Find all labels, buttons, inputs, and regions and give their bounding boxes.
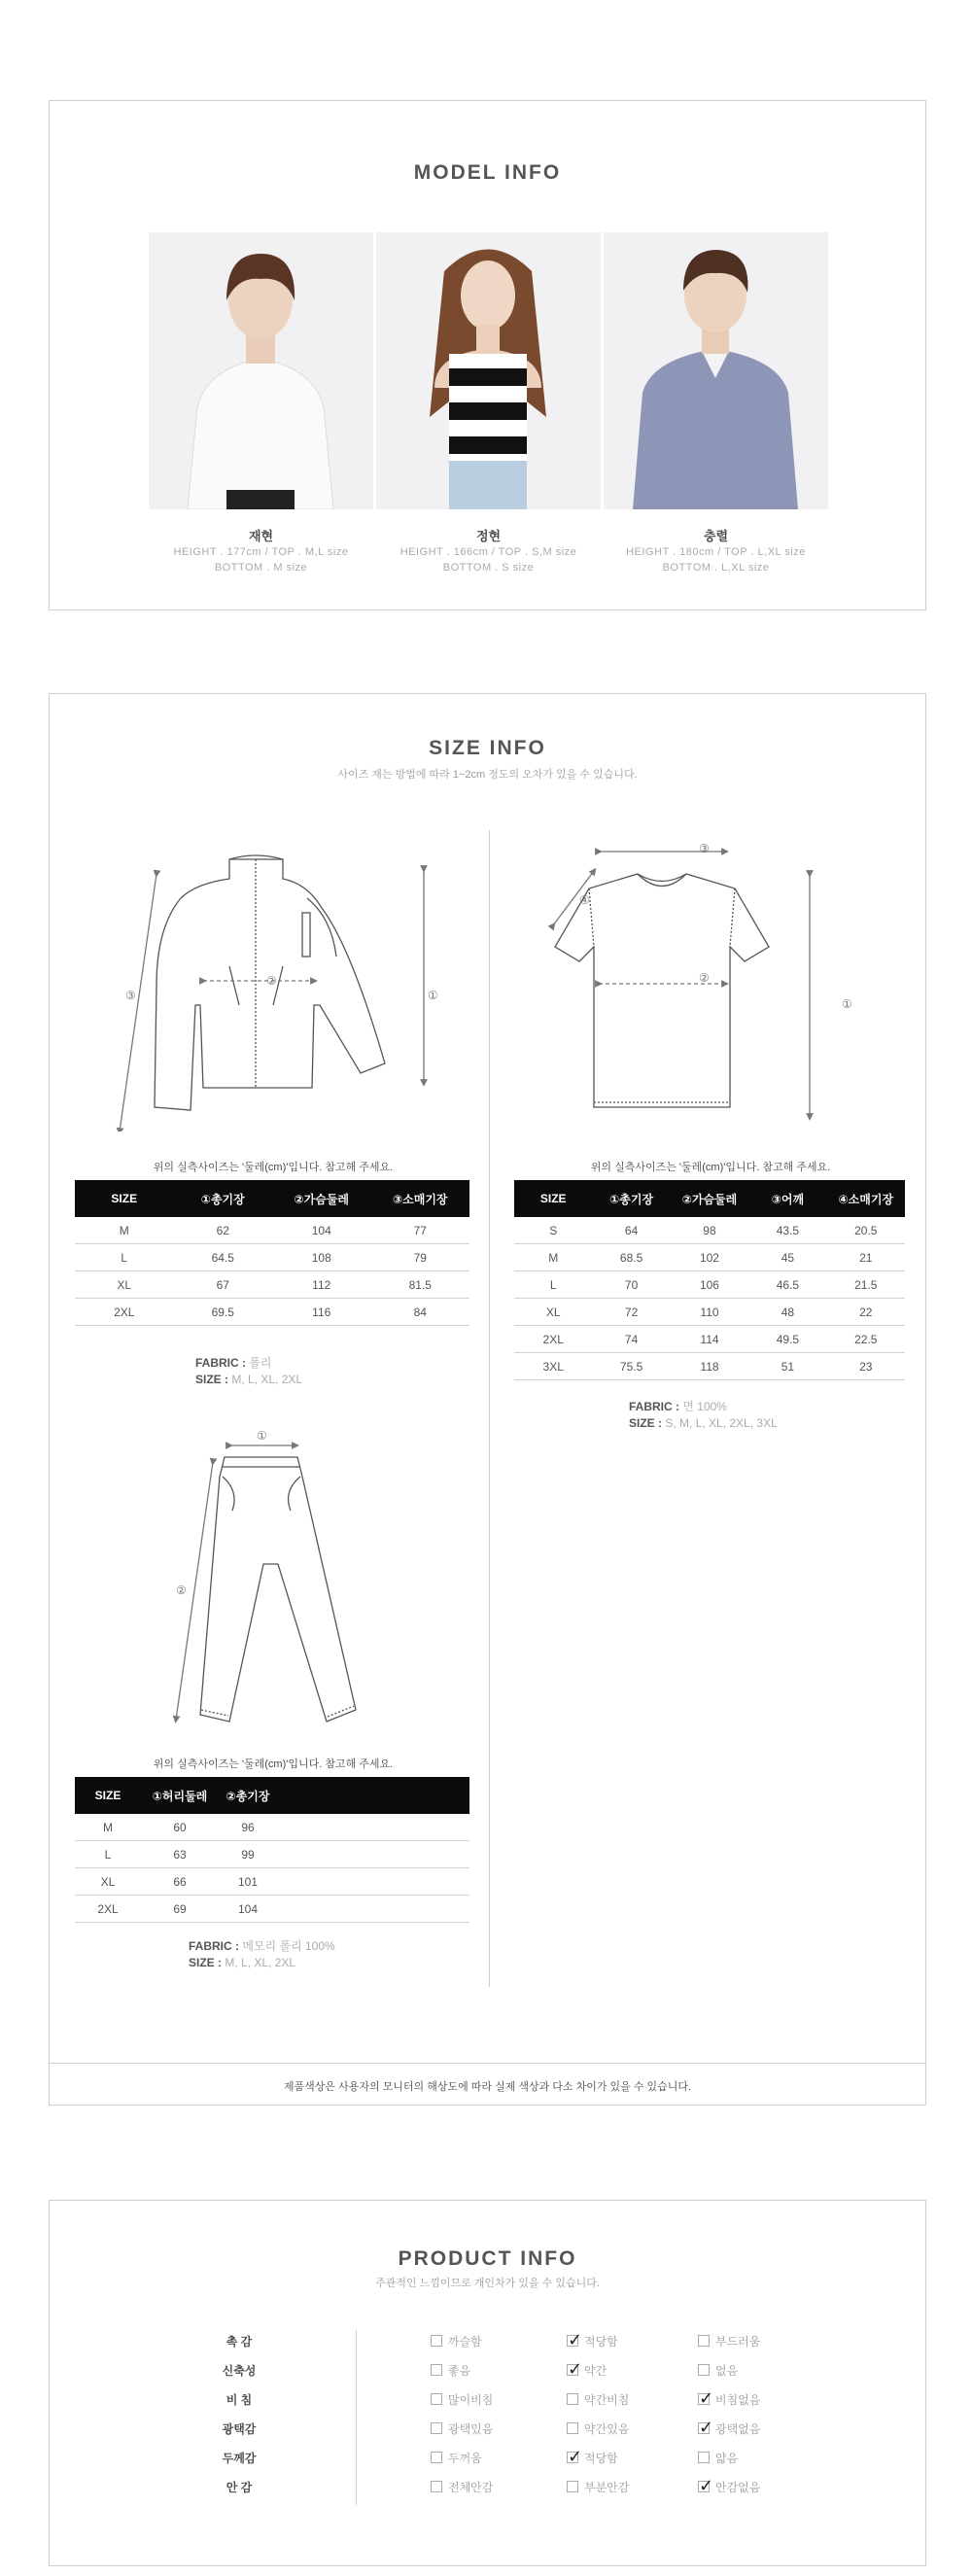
product-info-option: 전체안감 bbox=[448, 2481, 494, 2494]
table-cell: 66 bbox=[141, 1868, 219, 1896]
table-cell: 116 bbox=[272, 1299, 371, 1326]
table-cell: XL bbox=[75, 1868, 141, 1896]
table-cell: 45 bbox=[748, 1244, 826, 1271]
checkbox[interactable] bbox=[431, 2393, 442, 2405]
column-divider bbox=[489, 830, 490, 1987]
size-value: M, L, XL, 2XL bbox=[225, 1956, 296, 1969]
size-label: SIZE : bbox=[195, 1373, 229, 1386]
checkbox[interactable] bbox=[431, 2364, 442, 2376]
table-header: ①총기장 bbox=[174, 1180, 273, 1217]
checkbox[interactable] bbox=[698, 2335, 710, 2347]
model-spec-3-line1: HEIGHT . 180cm / TOP . L,XL size bbox=[626, 546, 806, 558]
table-header: ②가슴둘레 bbox=[671, 1180, 748, 1217]
jacket-marker-1: ① bbox=[428, 989, 438, 1002]
product-info-label: 안 감 bbox=[226, 2481, 253, 2494]
table-cell: 108 bbox=[272, 1244, 371, 1271]
table-cell: 20.5 bbox=[827, 1217, 905, 1244]
pants-size-table bbox=[75, 1777, 469, 1923]
product-info-option: 적당함 bbox=[584, 2335, 618, 2349]
product-info-label: 비 침 bbox=[226, 2393, 253, 2407]
product-info-option: 약간비침 bbox=[584, 2393, 630, 2407]
jacket-diagram bbox=[98, 840, 468, 1131]
table-row bbox=[514, 1353, 905, 1380]
table-cell: 114 bbox=[671, 1326, 748, 1353]
table-cell: 75.5 bbox=[592, 1353, 670, 1380]
table-cell: M bbox=[75, 1814, 141, 1841]
table-cell: 63 bbox=[141, 1841, 219, 1868]
table-cell: 48 bbox=[748, 1299, 826, 1326]
table-header: SIZE bbox=[75, 1777, 141, 1814]
table-cell: 69 bbox=[141, 1896, 219, 1923]
checkbox[interactable] bbox=[431, 2422, 442, 2434]
table-cell: 106 bbox=[671, 1271, 748, 1299]
checkbox[interactable] bbox=[431, 2481, 442, 2492]
table-cell: 3XL bbox=[514, 1353, 592, 1380]
checkbox[interactable] bbox=[567, 2393, 578, 2405]
product-info-label: 신축성 bbox=[222, 2364, 257, 2378]
table-header: ②가슴둘레 bbox=[272, 1180, 371, 1217]
size-info-footer-divider bbox=[50, 2063, 925, 2064]
size-info-title: SIZE INFO bbox=[429, 737, 546, 759]
table-cell bbox=[277, 1868, 469, 1896]
jacket-marker-3: ③ bbox=[125, 989, 136, 1002]
product-info-option: 부드러움 bbox=[715, 2335, 761, 2349]
checkbox[interactable] bbox=[698, 2452, 710, 2463]
model-photo-3 bbox=[604, 232, 828, 509]
product-info-label: 촉 감 bbox=[226, 2335, 253, 2349]
pants-fabric-info bbox=[189, 1938, 335, 1971]
product-info-option: 안감없음 bbox=[715, 2481, 761, 2494]
checkbox[interactable] bbox=[567, 2481, 578, 2492]
table-cell: 2XL bbox=[75, 1896, 141, 1923]
table-cell: 67 bbox=[174, 1271, 273, 1299]
model-spec-3 bbox=[604, 544, 828, 575]
tshirt-marker-2: ② bbox=[699, 971, 710, 985]
tshirt-marker-4: ④ bbox=[579, 893, 590, 907]
table-header-row bbox=[75, 1180, 469, 1217]
table-cell: 112 bbox=[272, 1271, 371, 1299]
table-cell: 118 bbox=[671, 1353, 748, 1380]
table-header: ①허리둘레 bbox=[141, 1777, 219, 1814]
table-cell: 2XL bbox=[514, 1326, 592, 1353]
table-row bbox=[75, 1217, 469, 1244]
fabric-label: FABRIC : bbox=[629, 1400, 679, 1413]
table-cell: 23 bbox=[827, 1353, 905, 1380]
table-cell: 110 bbox=[671, 1299, 748, 1326]
model-spec-2 bbox=[376, 544, 601, 575]
product-info-option: 부분안감 bbox=[584, 2481, 630, 2494]
table-row bbox=[75, 1896, 469, 1923]
table-header-row bbox=[514, 1180, 905, 1217]
table-cell: 21 bbox=[827, 1244, 905, 1271]
model-spec-2-line2: BOTTOM . S size bbox=[442, 562, 535, 574]
model-spec-3-line2: BOTTOM . L,XL size bbox=[662, 562, 770, 574]
table-cell bbox=[277, 1896, 469, 1923]
product-info-title: PRODUCT INFO bbox=[398, 2247, 577, 2270]
table-cell: 96 bbox=[219, 1814, 277, 1841]
table-cell: 62 bbox=[174, 1217, 273, 1244]
table-row bbox=[514, 1271, 905, 1299]
table-cell: 79 bbox=[371, 1244, 470, 1271]
table-cell: 104 bbox=[272, 1217, 371, 1244]
table-header: ③소매기장 bbox=[371, 1180, 470, 1217]
table-cell: 84 bbox=[371, 1299, 470, 1326]
checkmark-icon: ✓ bbox=[699, 2418, 714, 2437]
model-photo-2-image bbox=[376, 232, 601, 509]
model-spec-1-line1: HEIGHT . 177cm / TOP . M,L size bbox=[173, 546, 349, 558]
table-cell: 21.5 bbox=[827, 1271, 905, 1299]
fabric-value: 면 100% bbox=[682, 1400, 727, 1413]
table-header: ②총기장 bbox=[219, 1777, 277, 1814]
product-info-label: 두께감 bbox=[222, 2452, 257, 2465]
table-cell: 69.5 bbox=[174, 1299, 273, 1326]
product-info-option: 얇음 bbox=[715, 2452, 739, 2465]
table-header-row bbox=[75, 1777, 469, 1814]
table-header: ③어깨 bbox=[748, 1180, 826, 1217]
table-cell: 72 bbox=[592, 1299, 670, 1326]
table-cell: 2XL bbox=[75, 1299, 174, 1326]
fabric-label: FABRIC : bbox=[189, 1939, 239, 1953]
checkmark-icon: ✓ bbox=[568, 2330, 583, 2350]
fabric-value: 메모리 폴리 100% bbox=[242, 1939, 335, 1953]
product-info-option: 까슬함 bbox=[448, 2335, 482, 2349]
table-cell: 102 bbox=[671, 1244, 748, 1271]
checkbox[interactable] bbox=[431, 2452, 442, 2463]
checkmark-icon: ✓ bbox=[568, 2359, 583, 2379]
table-cell: L bbox=[75, 1841, 141, 1868]
table-cell: 51 bbox=[748, 1353, 826, 1380]
table-cell: L bbox=[75, 1244, 174, 1271]
table-row bbox=[75, 1814, 469, 1841]
checkmark-icon: ✓ bbox=[699, 2476, 714, 2495]
table-cell bbox=[277, 1814, 469, 1841]
model-name-2: 정현 bbox=[475, 529, 502, 543]
table-cell: 43.5 bbox=[748, 1217, 826, 1244]
table-cell: 22.5 bbox=[827, 1326, 905, 1353]
model-photo-1 bbox=[149, 232, 373, 509]
size-value: S, M, L, XL, 2XL, 3XL bbox=[665, 1416, 778, 1430]
pants-marker-1: ① bbox=[257, 1429, 267, 1443]
table-cell: 60 bbox=[141, 1814, 219, 1841]
product-info-option: 광택없음 bbox=[715, 2422, 761, 2436]
model-info-section bbox=[49, 100, 926, 610]
product-info-option: 적당함 bbox=[584, 2452, 618, 2465]
table-header bbox=[277, 1777, 469, 1814]
table-cell: XL bbox=[75, 1271, 174, 1299]
model-spec-1 bbox=[149, 544, 373, 575]
product-info-option: 약간 bbox=[584, 2364, 608, 2378]
fabric-value: 폴리 bbox=[249, 1356, 272, 1370]
model-spec-1-line2: BOTTOM . M size bbox=[214, 562, 308, 574]
tshirt-diagram bbox=[526, 840, 915, 1122]
size-info-footer: 제품색상은 사용자의 모니터의 해상도에 따라 실제 색상과 다소 차이가 있을 수 있습니다. bbox=[283, 2081, 692, 2093]
table-cell bbox=[277, 1841, 469, 1868]
checkbox[interactable] bbox=[698, 2364, 710, 2376]
model-name-1: 재현 bbox=[248, 529, 274, 543]
table-cell: 64 bbox=[592, 1217, 670, 1244]
product-info-option: 없음 bbox=[715, 2364, 739, 2378]
model-name-3: 충렬 bbox=[703, 529, 729, 543]
fabric-label: FABRIC : bbox=[195, 1356, 246, 1370]
tshirt-size-table bbox=[514, 1180, 905, 1380]
checkbox[interactable] bbox=[431, 2335, 442, 2347]
table-cell: L bbox=[514, 1271, 592, 1299]
table-cell: 74 bbox=[592, 1326, 670, 1353]
model-info-title: MODEL INFO bbox=[413, 161, 562, 184]
product-info-option: 약간있음 bbox=[584, 2422, 630, 2436]
table-cell: XL bbox=[514, 1299, 592, 1326]
table-cell: 98 bbox=[671, 1217, 748, 1244]
table-cell: M bbox=[514, 1244, 592, 1271]
table-cell: 101 bbox=[219, 1868, 277, 1896]
table-row bbox=[75, 1244, 469, 1271]
checkbox[interactable] bbox=[567, 2422, 578, 2434]
table-row bbox=[75, 1868, 469, 1896]
table-cell: 49.5 bbox=[748, 1326, 826, 1353]
pants-marker-2: ② bbox=[176, 1584, 187, 1597]
table-row bbox=[514, 1244, 905, 1271]
table-header: ①총기장 bbox=[592, 1180, 670, 1217]
table-row bbox=[514, 1326, 905, 1353]
table-row bbox=[514, 1299, 905, 1326]
table-cell: 68.5 bbox=[592, 1244, 670, 1271]
table-cell: 64.5 bbox=[174, 1244, 273, 1271]
table-header: SIZE bbox=[75, 1180, 174, 1217]
model-photo-1-image bbox=[149, 232, 373, 509]
jacket-note: 위의 실측사이즈는 '둘레(cm)'입니다. 참고해 주세요. bbox=[153, 1162, 394, 1173]
jacket-marker-2: ② bbox=[266, 974, 277, 988]
table-header: ④소매기장 bbox=[827, 1180, 905, 1217]
table-cell: 70 bbox=[592, 1271, 670, 1299]
table-cell: 22 bbox=[827, 1299, 905, 1326]
pants-note: 위의 실측사이즈는 '둘레(cm)'입니다. 참고해 주세요. bbox=[153, 1758, 394, 1770]
table-cell: 46.5 bbox=[748, 1271, 826, 1299]
table-row bbox=[514, 1217, 905, 1244]
size-label: SIZE : bbox=[189, 1956, 223, 1969]
table-cell: 81.5 bbox=[371, 1271, 470, 1299]
product-info-section bbox=[49, 2200, 926, 2566]
product-info-subtitle: 주관적인 느낌이므로 개인차가 있을 수 있습니다. bbox=[375, 2278, 600, 2289]
product-info-option: 좋음 bbox=[448, 2364, 471, 2378]
product-info-option: 비침없음 bbox=[715, 2393, 761, 2407]
checkmark-icon: ✓ bbox=[568, 2447, 583, 2466]
table-header: SIZE bbox=[514, 1180, 592, 1217]
model-spec-2-line1: HEIGHT . 166cm / TOP . S,M size bbox=[399, 546, 577, 558]
tshirt-marker-1: ① bbox=[842, 997, 852, 1011]
table-row bbox=[75, 1299, 469, 1326]
size-value: M, L, XL, 2XL bbox=[231, 1373, 303, 1386]
size-label: SIZE : bbox=[629, 1416, 663, 1430]
size-info-subtitle: 사이즈 재는 방법에 따라 1~2cm 정도의 오차가 있을 수 있습니다. bbox=[337, 769, 638, 781]
size-info-section bbox=[49, 693, 926, 2106]
model-photo-2 bbox=[376, 232, 601, 509]
jacket-size-table bbox=[75, 1180, 469, 1326]
table-cell: 99 bbox=[219, 1841, 277, 1868]
jacket-fabric-info bbox=[195, 1355, 302, 1388]
product-info-option: 두꺼움 bbox=[448, 2452, 482, 2465]
table-cell: 104 bbox=[219, 1896, 277, 1923]
table-cell: S bbox=[514, 1217, 592, 1244]
product-info-label: 광택감 bbox=[222, 2422, 257, 2436]
checkmark-icon: ✓ bbox=[699, 2388, 714, 2408]
tshirt-fabric-info bbox=[629, 1399, 778, 1432]
table-row bbox=[75, 1271, 469, 1299]
table-cell: 77 bbox=[371, 1217, 470, 1244]
tshirt-note: 위의 실측사이즈는 '둘레(cm)'입니다. 참고해 주세요. bbox=[590, 1162, 831, 1173]
product-info-option: 광택있음 bbox=[448, 2422, 494, 2436]
product-info-option: 많이비침 bbox=[448, 2393, 494, 2407]
tshirt-marker-3: ③ bbox=[699, 842, 710, 855]
table-cell: M bbox=[75, 1217, 174, 1244]
table-row bbox=[75, 1841, 469, 1868]
model-photo-3-image bbox=[604, 232, 828, 509]
product-info-divider bbox=[356, 2330, 357, 2505]
pants-diagram bbox=[108, 1418, 438, 1739]
